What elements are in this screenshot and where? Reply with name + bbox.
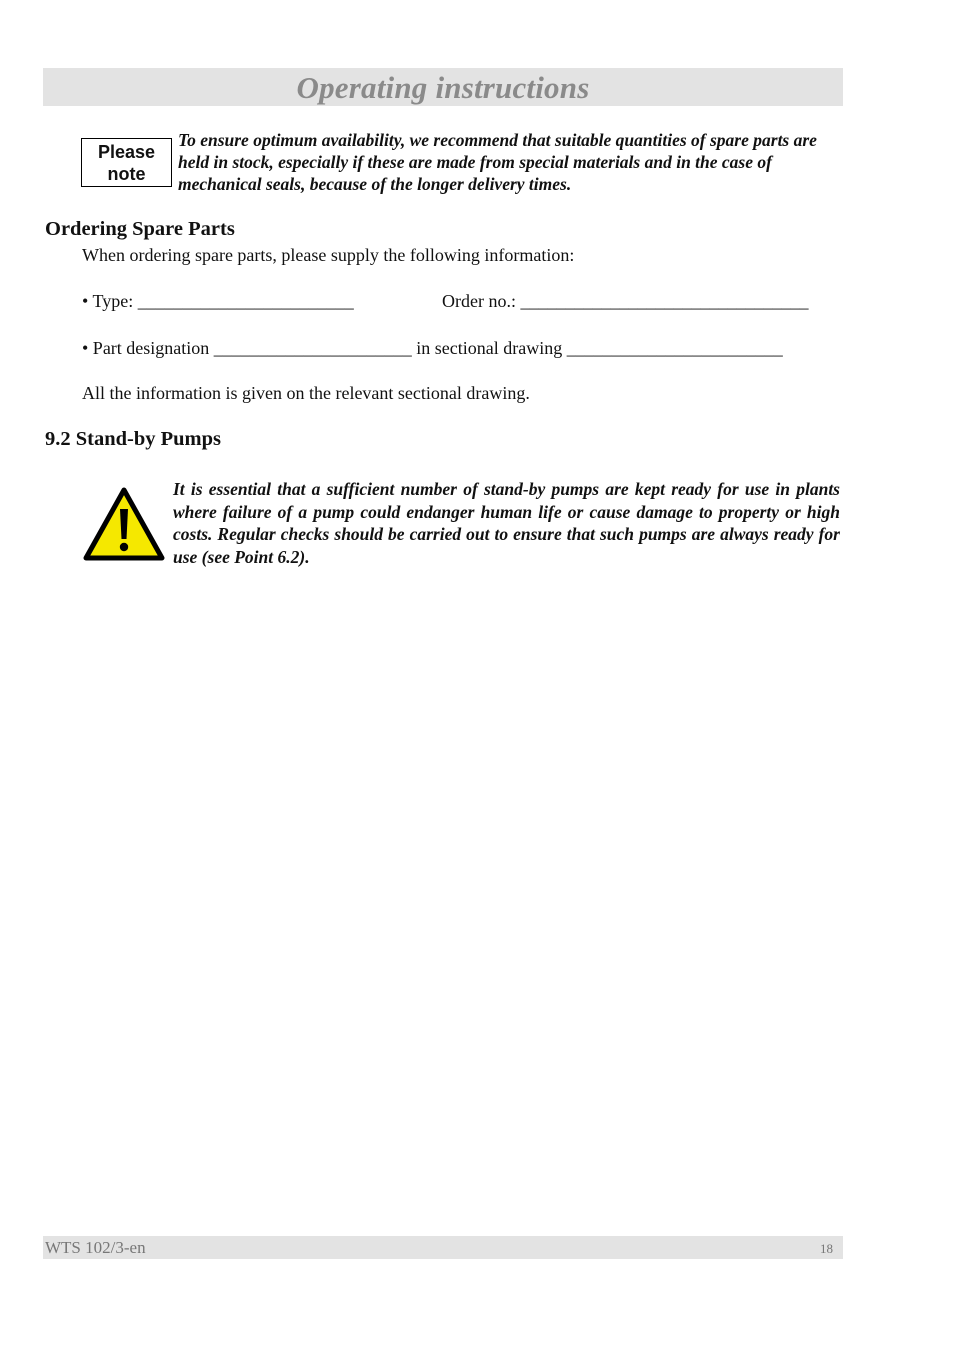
ordering-intro: When ordering spare parts, please supply the following information:	[82, 245, 575, 265]
page-title: Operating instructions	[296, 70, 590, 105]
note-label-line1: Please	[97, 141, 156, 162]
note-text: To ensure optimum availability, we recommend that suitable quantities of spare parts are held in stock, especially if these are made from special materials and in the case of mechanical seals, because of the longer delivery times.	[178, 130, 817, 194]
footer-doc-id: WTS 102/3-en	[45, 1238, 146, 1257]
part-designation-line: • Part designation ______________________ in sectional drawing ________________________	[82, 338, 783, 358]
ordering-heading: Ordering Spare Parts	[45, 218, 235, 240]
please-note-box	[81, 138, 172, 187]
header-bar	[43, 68, 843, 106]
page-number: 18	[820, 1241, 833, 1256]
note-label-line2: note	[107, 163, 146, 184]
ordering-closing: All the information is given on the relevant sectional drawing.	[82, 383, 530, 403]
warning-icon	[83, 487, 165, 562]
standby-warning-text: It is essential that a sufficient number of stand-by pumps are kept ready for use in plants where failure of a pump could endanger human life or cause damage to property or high costs. Regular checks should be carried out to ensure that such pumps are always ready for use (see Point 6.2).	[173, 479, 840, 567]
type-field-line: • Type: ________________________	[82, 291, 354, 311]
standby-heading: 9.2 Stand-by Pumps	[45, 428, 222, 450]
footer-bar	[43, 1236, 843, 1259]
order-no-field-line: Order no.: ________________________________	[442, 291, 809, 311]
